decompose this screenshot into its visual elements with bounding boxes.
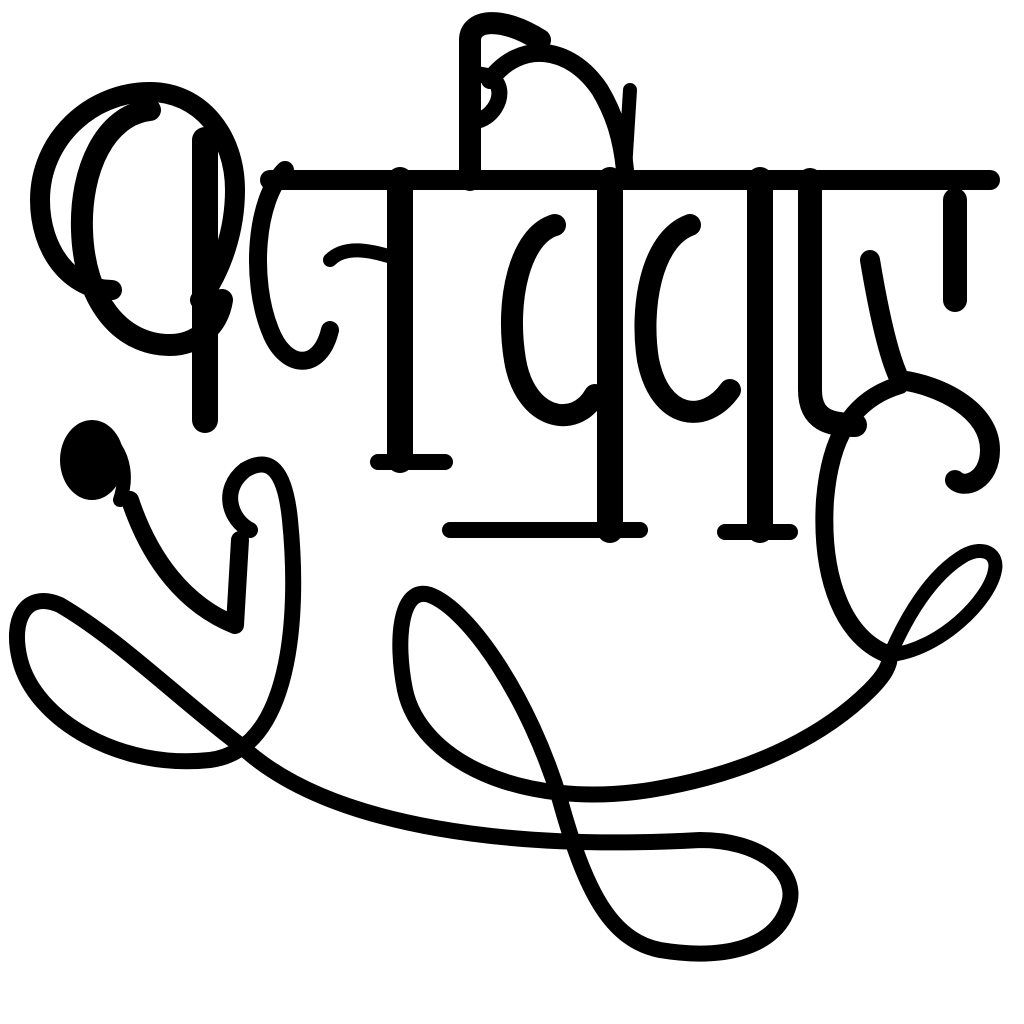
flourish-left-loop	[17, 464, 293, 761]
flourish-main-sweep	[240, 594, 890, 954]
vaa-stem	[810, 180, 855, 425]
bha-loop	[258, 170, 330, 361]
ha-upper	[870, 260, 990, 484]
letter-sha	[40, 92, 240, 625]
letter-ha	[824, 260, 995, 655]
vi-body-loop	[512, 225, 595, 415]
letter-bha	[258, 170, 445, 462]
ha-small-loop	[890, 551, 995, 655]
sha-tail	[130, 500, 240, 625]
vi2-body-loop	[645, 225, 730, 412]
vi2-matra-arc	[490, 53, 625, 170]
bha-curl	[330, 250, 395, 260]
vi2-matra-tip	[625, 90, 630, 170]
letter-vi-2	[490, 53, 790, 532]
